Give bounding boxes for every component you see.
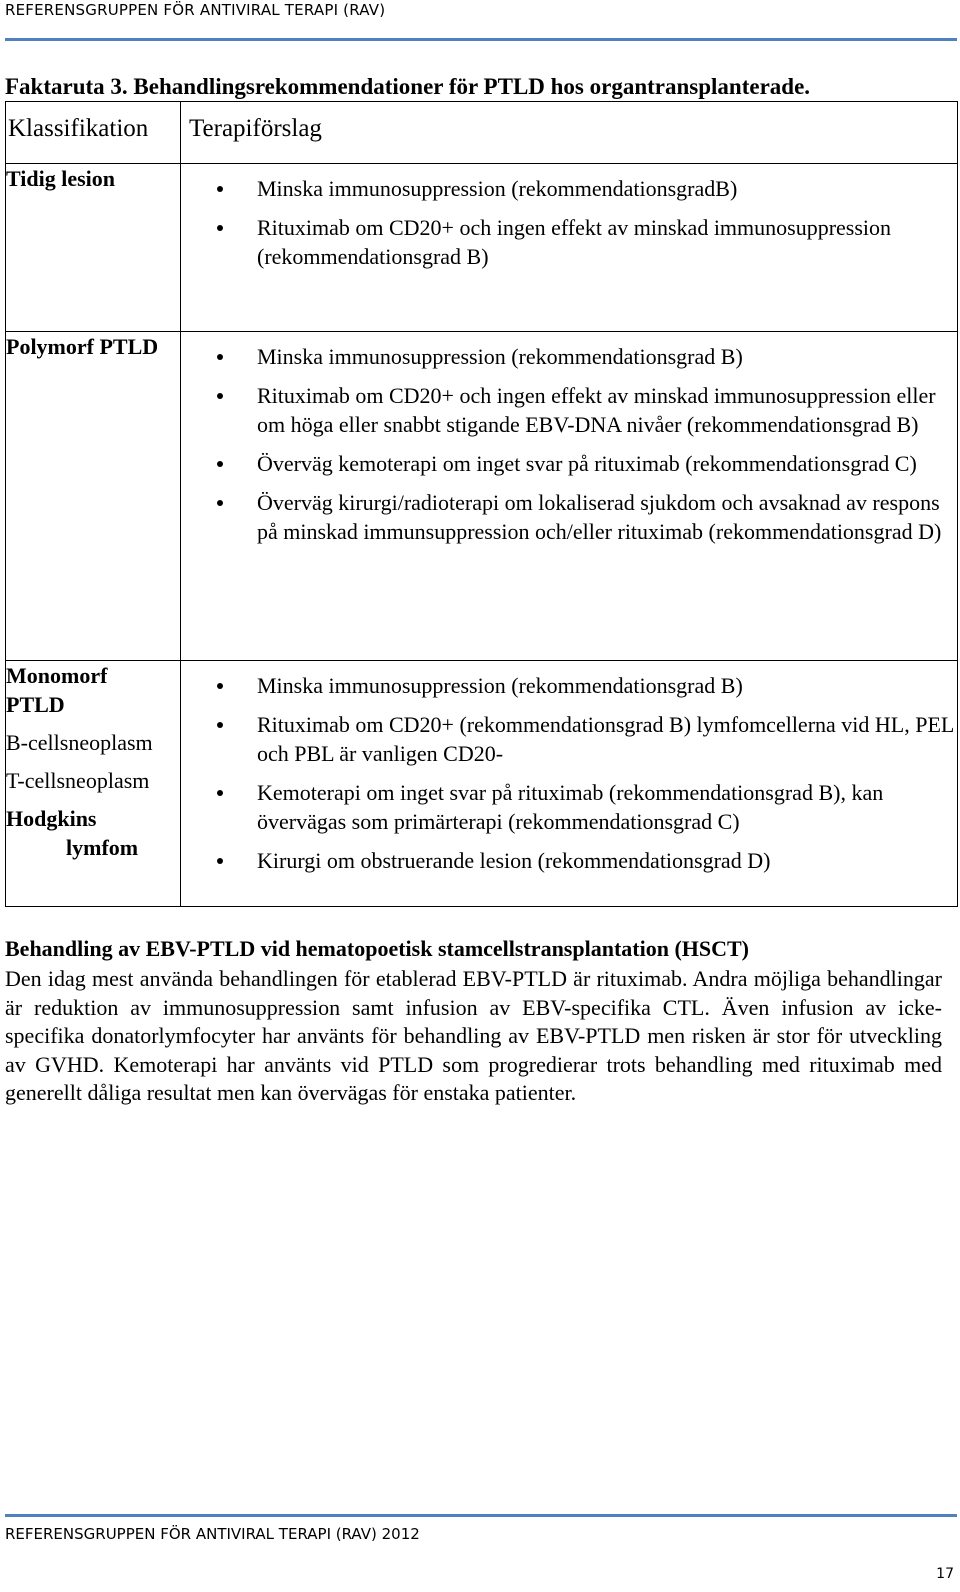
therapy-item: Rituximab om CD20+ (rekommendationsgrad B) lymfomcellerna vid HL, PEL och PBL är vanligen CD20- — [181, 710, 957, 768]
footer-divider — [5, 1514, 957, 1517]
classification-label: PTLD — [6, 692, 65, 717]
classification-label: Monomorf — [6, 663, 108, 688]
classification-label: Tidig lesion — [6, 166, 116, 191]
section-title: Behandling av EBV-PTLD vid hematopoetisk stamcellstransplantation (HSCT) — [5, 936, 750, 961]
therapy-list — [181, 332, 957, 546]
therapy-cell — [181, 332, 958, 661]
page-number: 17 — [936, 1566, 954, 1582]
faktaruta-title: Faktaruta 3. Behandlingsrekommendationer för PTLD hos organtransplanterade. — [5, 74, 811, 99]
table-header-row — [6, 102, 958, 164]
section-body: Den idag mest använda behandlingen för etablerad EBV-PTLD är rituximab. Andra möjliga behandlingar är reduktion av immunosuppression samt infusion av EBV-specifika CTL. Även infusion av icke-specifika donatorlymfocyter har använts för behandling av EBV-PTLD men risken är stor för utveckling av GVHD. Kemoterapi har använts vid PTLD som progredierar trots behandling med rituximab med generellt dåliga resultat men kan övervägas för enstaka patienter. — [5, 966, 942, 1106]
classification-subtype: Hodgkins — [6, 806, 97, 831]
therapy-item: Rituximab om CD20+ och ingen effekt av minskad immunosuppression (rekommendationsgrad B) — [181, 213, 957, 271]
table-row — [6, 164, 958, 332]
column-header-terapiforslag: Terapiförslag — [181, 102, 958, 164]
table-row — [6, 661, 958, 907]
classification-subtype: B-cellsneoplasm — [6, 730, 153, 755]
classification-cell — [6, 332, 181, 661]
therapy-cell — [181, 164, 958, 332]
therapy-item: Kemoterapi om inget svar på rituximab (rekommendationsgrad B), kan övervägas som primärterapi (rekommendationsgrad C) — [181, 778, 957, 836]
therapy-item: Överväg kemoterapi om inget svar på rituximab (rekommendationsgrad C) — [181, 449, 957, 478]
page-header — [5, 0, 957, 41]
recommendation-table — [5, 101, 958, 907]
header-title: REFERENSGRUPPEN FÖR ANTIVIRAL TERAPI (RAV) — [5, 1, 386, 19]
therapy-item: Minska immunosuppression (rekommendationsgrad B) — [181, 671, 957, 700]
therapy-item: Överväg kirurgi/radioterapi om lokaliserad sjukdom och avsaknad av respons på minskad immunsuppression och/eller rituximab (rekommendationsgrad D) — [181, 488, 957, 546]
classification-label: Polymorf PTLD — [6, 334, 159, 359]
therapy-item: Minska immunosuppression (rekommendationsgradB) — [181, 174, 957, 203]
classification-subtype: lymfom — [66, 835, 139, 860]
therapy-item: Kirurgi om obstruerande lesion (rekommendationsgrad D) — [181, 846, 957, 875]
therapy-item: Minska immunosuppression (rekommendationsgrad B) — [181, 342, 957, 371]
column-header-klassifikation: Klassifikation — [6, 102, 181, 164]
therapy-cell — [181, 661, 958, 907]
classification-cell — [6, 661, 181, 907]
therapy-list — [181, 661, 957, 875]
classification-cell — [6, 164, 181, 332]
footer-text: REFERENSGRUPPEN FÖR ANTIVIRAL TERAPI (RAV) 2012 — [5, 1525, 420, 1543]
table-row — [6, 332, 958, 661]
classification-subtype: T-cellsneoplasm — [6, 768, 150, 793]
therapy-item: Rituximab om CD20+ och ingen effekt av minskad immunosuppression eller om höga eller snabbt stigande EBV-DNA nivåer (rekommendationsgrad B) — [181, 381, 957, 439]
therapy-list — [181, 164, 957, 271]
